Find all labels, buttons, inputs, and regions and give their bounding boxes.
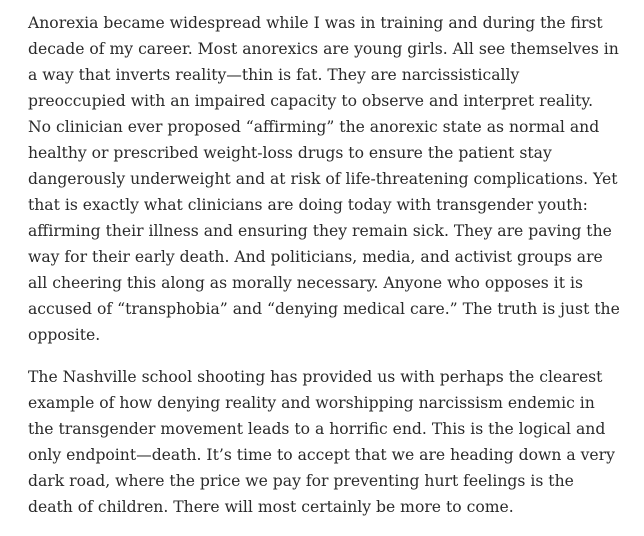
article-body xyxy=(28,10,620,536)
article-paragraph-1: Anorexia became widespread while I was in training and during the first decade of my career. Most anorexics are young girls. All see themselves in a way that inverts reality—thin is fat. They are narcissistically preoccupied with an impaired capacity to observe and interpret reality. No clinician ever proposed “affirming” the anorexic state as normal and healthy or prescribed weight-loss drugs to ensure the patient stay dangerously underweight and at risk of life-threatening complications. Yet that is exactly what clinicians are doing today with transgender youth: affirming their illness and ensuring they remain sick. They are paving the way for their early death. And politicians, media, and activist groups are all cheering this along as morally necessary. Anyone who opposes it is accused of “transphobia” and “denying medical care.” The truth is just the opposite. xyxy=(28,14,620,344)
article-paragraph-2: The Nashville school shooting has provided us with perhaps the clearest example of how denying reality and worshipping narcissism endemic in the transgender movement leads to a horrific end. This is the logical and only endpoint—death. It’s time to accept that we are heading down a very dark road, where the price we pay for preventing hurt feelings is the death of children. There will most certainly be more to come. xyxy=(28,368,615,516)
